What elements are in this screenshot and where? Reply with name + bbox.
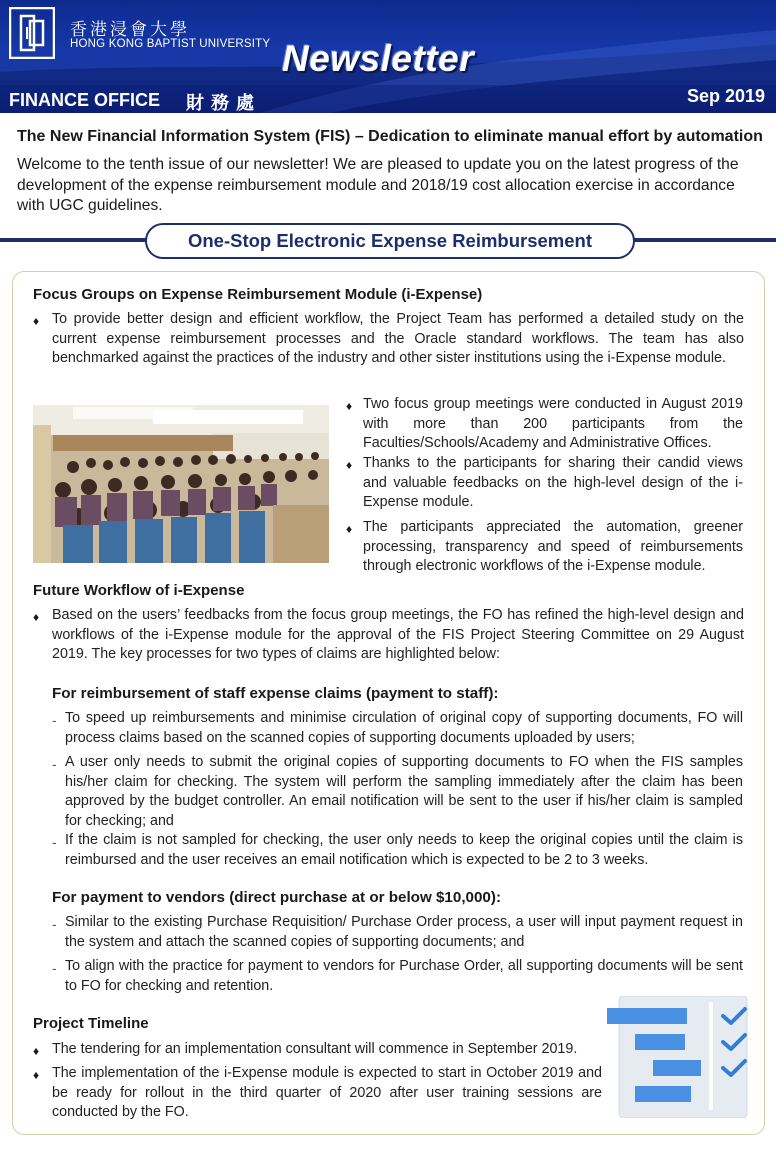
university-name-chinese: 香港浸會大學 — [70, 20, 190, 40]
dash-bullet: - — [52, 960, 57, 976]
diamond-bullet-icon: ♦ — [33, 1044, 40, 1058]
vendor-item-2: To align with the practice for payment to vendors for Purchase Order, all supporting documents will be sent to FO for checking and retention. — [65, 958, 743, 994]
newsletter-title: Newsletter — [282, 38, 475, 79]
focus-bullet-1: To provide better design and efficient workflow, the Project Team has performed a detailed study on the current expense reimbursement processes and the Oracle standard workflows. The team has also benchmarked against the practices of the industry and other sister institutions using the i-Expense module. — [52, 311, 744, 367]
university-name-english: HONG KONG BAPTIST UNIVERSITY — [70, 38, 271, 50]
newsletter-header — [0, 0, 776, 113]
dash-bullet: - — [52, 756, 57, 772]
section-banner: One-Stop Electronic Expense Reimbursement — [145, 223, 635, 259]
timeline-heading: Project Timeline — [33, 1015, 149, 1032]
staff-claims-heading: For reimbursement of staff expense claims (payment to staff): — [52, 685, 499, 702]
diamond-bullet-icon: ♦ — [346, 522, 353, 536]
vendor-item-1: Similar to the existing Purchase Requisition/ Purchase Order process, a user will input payment request in the system and attach the scanned copies of supporting documents; and — [65, 914, 743, 950]
office-name: FINANCE OFFICE — [9, 90, 160, 110]
staff-item-1: To speed up reimbursements and minimise circulation of original copy of supporting documents, FO will process claims based on the scanned copies of supporting documents uploaded by users; — [65, 710, 743, 746]
issue-date: Sep 2019 — [686, 86, 765, 106]
staff-item-3: If the claim is not sampled for checking, the user only needs to keep the original copies until the claim is reimbursed and the user receives an email notification which is expected to be 2 to 3 weeks. — [65, 832, 743, 868]
focus-bullet-2: Two focus group meetings were conducted in August 2019 with more than 200 participants from the Faculties/Schools/Academy and Administrative Offices. — [363, 396, 743, 452]
focus-group-photo — [33, 405, 329, 563]
diamond-bullet-icon: ♦ — [346, 458, 353, 472]
workflow-heading: Future Workflow of i-Expense — [33, 582, 245, 599]
focus-heading: Focus Groups on Expense Reimbursement Module (i-Expense) — [33, 286, 483, 303]
workflow-bullet-1: Based on the users’ feedbacks from the focus group meetings, the FO has refined the high-level design and workflows of the i-Expense module for the approval of the FIS Project Steering Committee on 29 August 2019. The key processes for two types of claims are highlighted below: — [52, 607, 744, 663]
diamond-bullet-icon: ♦ — [33, 610, 40, 624]
focus-bullet-3: Thanks to the participants for sharing their candid views and valuable feedbacks on the high-level design of the i-Expense module. — [363, 455, 743, 511]
diamond-bullet-icon: ♦ — [33, 314, 40, 328]
gantt-checklist-icon — [605, 996, 753, 1118]
dash-bullet: - — [52, 916, 57, 932]
staff-item-2: A user only needs to submit the original copies of supporting documents to FO when the FIS samples his/her claim for checking. The system will perform the sampling immediately after the claim has been approved by the budget controller. An email notification will be sent to the user if his/her claim is sampled for checking; and — [65, 754, 743, 829]
lead-title: The New Financial Information System (FIS) – Dedication to eliminate manual effort by automation — [17, 128, 763, 145]
intro-paragraph: Welcome to the tenth issue of our newsletter! We are pleased to update you on the latest progress of the development of the expense reimbursement module and 2018/19 cost allocation exercise in accordance with UGC guidelines. — [17, 156, 739, 214]
diamond-bullet-icon: ♦ — [33, 1068, 40, 1082]
timeline-bullet-1: The tendering for an implementation consultant will commence in September 2019. — [52, 1041, 578, 1057]
focus-bullet-4: The participants appreciated the automation, greener processing, transparency and speed of reimbursements through electronic workflows of the i-Expense module. — [363, 519, 743, 575]
dash-bullet: - — [52, 712, 57, 728]
timeline-bullet-2: The implementation of the i-Expense module is expected to start in October 2019 and be ready for rollout in the third quarter of 2020 after user training sessions are conducted by the FO. — [52, 1065, 602, 1121]
vendor-payment-heading: For payment to vendors (direct purchase at or below $10,000): — [52, 889, 501, 906]
office-name-chinese: 財務處 — [186, 93, 261, 113]
hkbu-logo-icon — [9, 7, 55, 59]
dash-bullet: - — [52, 834, 57, 850]
diamond-bullet-icon: ♦ — [346, 399, 353, 413]
